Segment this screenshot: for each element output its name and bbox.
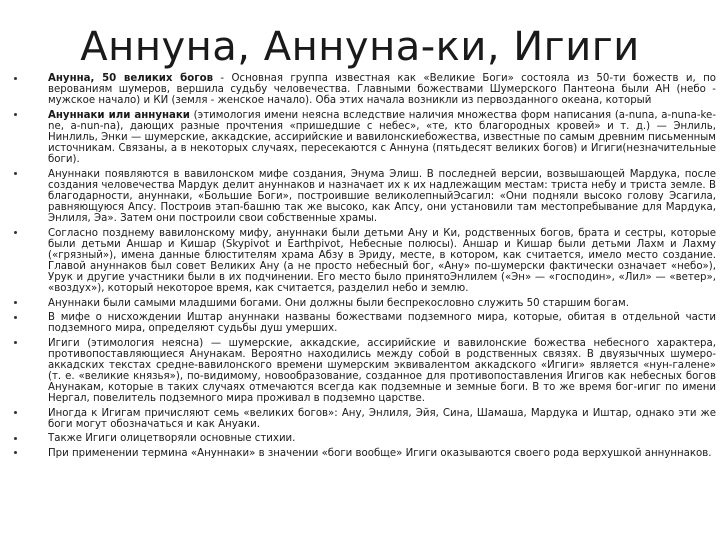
list-item xyxy=(14,433,716,444)
bullet-text: Ануннаки появляются в вавилонском мифе создания, Энума Элиш. В последней версии, возвышающей Мардука, после создания человечества Мардук делит ануннаков и назначает их к их надлежащим местам: триста небу и триста земле. В благодарности, ануннаки, «Большие Боги», построившие великолепныйЭсагил: «Они подняли высоко голову Эсагила, равняющуюся Апсу. Построив этап-башню так же высоко, как Апсу, они установили там местопребывание для Мардука, Энлиля, Эа». Затем они построили свои собственные храмы. xyxy=(48,168,716,225)
bullet-dot-icon xyxy=(14,316,17,319)
bullet-text: Согласно позднему вавилонскому мифу, ануннаки были детьми Ану и Ки, родственных богов, брата и сестры, которые были детьми Аншар и Кишар (Skypivot и Earthpivot, Небесные полюсы). Аншар и Кишар были детьми Лахм и Лахму («грязный»), имена данные блюстителям храма Абзу в Эриду, месте, в котором, как считается, имело место создание. Главой ануннаков был совет Великих Ану (а не просто небесный бог, «Ану» по-шумерски фактически означает «небо»), Урук и другие участники были в их подчинении. Его место было принятоЭнлилем («Эн» — «господин», «Лил» — «ветер», «воздух»), который некоторое время, как считается, разделил небо и землю. xyxy=(48,227,716,295)
bullet-dot-icon xyxy=(14,411,17,414)
bullet-dot-icon xyxy=(14,77,17,80)
bullet-list xyxy=(14,73,716,462)
list-item xyxy=(14,169,716,225)
list-item xyxy=(14,408,716,430)
bullet-text: При применении термина «Ануннаки» в значении «боги вообще» Игиги оказываются своего рода верхушкой аннуннаков. xyxy=(48,447,712,459)
bullet-term: Анунна, 50 великих богов xyxy=(48,73,214,84)
bullet-text: Также Игиги олицетворяли основные стихии. xyxy=(48,433,296,445)
bullet-term: Ануннаки или аннунаки xyxy=(48,109,190,121)
bullet-text: (этимология имени неясна вследствие наличия множества форм написания (a-nuna, a-nuna-ke-ne, a-nun-na), дающих разные прочтения «пришедшие с небес», «те, кто благородных кровей» и т. д.) — Энлиль, Нинлиль, Энки — шумерские, аккадские, ассирийские и вавилонскиебожества, известные по самым древним письменным источникам. Связаны, а в некоторых случаях, пересекаются с Аннуна (пятьдесят великих богов) и Игиги(незначительные боги). xyxy=(48,109,716,166)
list-item xyxy=(14,298,716,309)
bullet-dot-icon xyxy=(14,341,17,344)
page-title: Аннуна, Аннуна-ки, Игиги xyxy=(80,24,640,70)
bullet-dot-icon xyxy=(14,437,17,440)
bullet-dot-icon xyxy=(14,301,17,304)
bullet-dot-icon xyxy=(14,113,17,116)
list-item xyxy=(14,448,716,459)
bullet-text: Игиги (этимология неясна) — шумерские, аккадские, ассирийские и вавилонские божества небесного характера, противопоставляющиеся Анунакам. Вероятно находились между собой в родственных связях. В двуязычных шумеро-аккадских текстах средне-вавилонского времени шумерским эквивалентом аккадского «Игиги» является «нун-галене» (т. е. «великие князья»), по-видимому, новообразование, созданное для противопоставления Игигов как небесных богов Анунакам, которые в таких случаях отмечаются всегда как подземные и земные боги. В то же время бог-игиг по имени Нергал, повелитель подземного мира проживал в подземно царстве. xyxy=(48,337,716,405)
list-item xyxy=(14,338,716,405)
list-item xyxy=(14,110,716,166)
bullet-text: Ануннаки были самыми младшими богами. Они должны были беспрекословно служить 50 старшим богам. xyxy=(48,297,629,309)
bullet-text: - Основная группа известная как «Великие Боги» состояла из 50-ти божеств и, по верованиям шумеров, вершила судьбу человечества. Главными божествами Шумерского Пантеона были АН (небо - мужское начало) и КИ (земля - женское начало). Оба этих начала возникли из первозданного океана, который xyxy=(48,73,716,107)
bullet-text: В мифе о нисхождении Иштар ануннаки названы божествами подземного мира, которые, обитая в отдельной части подземного мира, определяют судьбы душ умерших. xyxy=(48,312,716,335)
bullet-text: Иногда к Игигам причисляют семь «великих богов»: Ану, Энлиля, Эйя, Сина, Шамаша, Мардука и Иштар, однако эти же боги могут обозначаться и как Ануаки. xyxy=(48,407,716,430)
bullet-dot-icon xyxy=(14,172,17,175)
bullet-dot-icon xyxy=(14,231,17,234)
list-item xyxy=(14,312,716,334)
list-item xyxy=(14,73,716,106)
bullet-dot-icon xyxy=(14,451,17,454)
list-item xyxy=(14,228,716,295)
